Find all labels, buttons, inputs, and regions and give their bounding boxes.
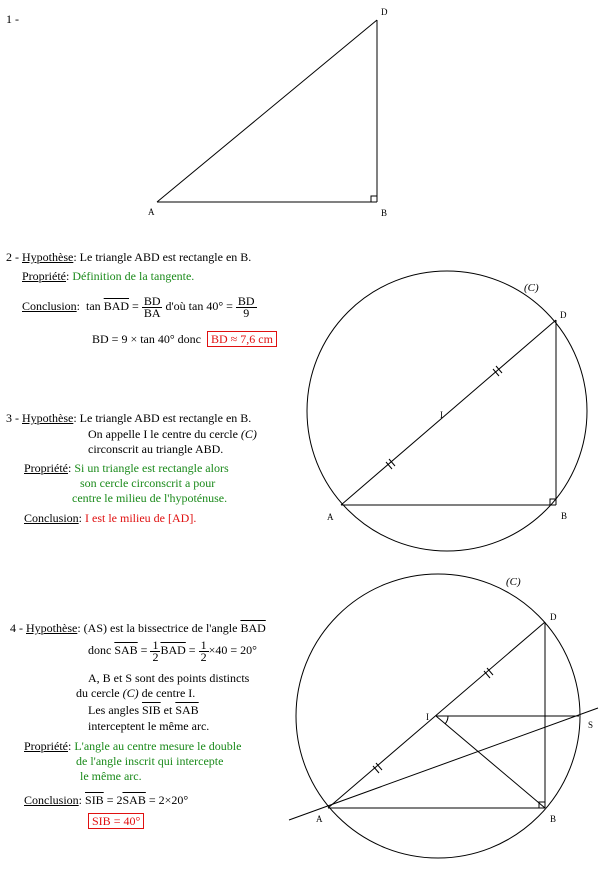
q4-l4b: (C) <box>122 686 139 700</box>
q4-result-sib: $\overline{SIB}$ <box>92 814 111 828</box>
q4-prop1: L'angle au centre mesure le double <box>74 739 242 753</box>
equal-mark-1 <box>373 763 382 773</box>
q4-half-1 <box>150 637 160 664</box>
q4-hyp-text: : (AS) est la bissectrice de l'angle <box>77 621 238 635</box>
q4-donc: donc <box>88 643 112 657</box>
fig3-label-a: A <box>316 814 323 824</box>
q3-hyp-label: Hypothèse <box>22 411 74 425</box>
q3-concl-label: Conclusion <box>24 511 79 525</box>
q4-property: Propriété: L'angle au centre mesure le double <box>24 739 242 753</box>
q4-angle-sab: $\overline{SAB}$ <box>114 643 138 657</box>
fig3-label-b: B <box>550 814 557 824</box>
q3-hypothesis <box>6 411 251 425</box>
fig1-label-d: D <box>381 7 388 17</box>
q4-half-2 <box>199 637 209 664</box>
q4-hyp-label: Hypothèse <box>26 621 78 635</box>
right-angle-mark <box>371 196 377 202</box>
fig3-label-s: S <box>588 720 594 730</box>
q3-prop3: centre le milieu de l'hypoténuse. <box>72 491 228 505</box>
figure-1-triangle <box>157 20 377 202</box>
segment-ad <box>341 320 556 505</box>
q3-line2a: On appelle I le centre du cercle <box>88 427 238 441</box>
figure-2-circle <box>307 271 587 551</box>
q2-hyp-label: Hypothèse <box>22 250 74 264</box>
angle-arc-sib <box>445 716 448 724</box>
q2-conclusion: Conclusion: $\tan \overline{BAD}$ = $\frac{BD}{BA}$ d'où tan 40° = $\frac{BD}{9}$ <box>22 293 255 320</box>
q4-line4 <box>76 686 195 700</box>
q2-result-box: BD ≈ 7,6 cm <box>207 331 277 347</box>
q4-half1-den: 2 <box>152 649 159 664</box>
q4-angle-bad: $\overline{BAD}$ <box>240 621 266 635</box>
q4-prop2: de l'angle inscrit qui intercepte <box>76 754 224 768</box>
line-as <box>289 708 598 820</box>
fig2-label-c: (C) <box>524 282 539 294</box>
q4-angle-sib: $\overline{SIB}$ <box>141 703 161 717</box>
q2-fraction-bd-ba <box>142 293 163 320</box>
q3-hyp-text: : Le triangle ABD est rectangle en B. <box>73 411 252 425</box>
q4-angle-bad-2: $\overline{BAD}$ <box>160 643 186 657</box>
q4-conclusion: Conclusion: $\overline{SIB} = 2\overline{SAB} = 2\times 20^\circ$ <box>24 793 189 807</box>
equal-mark-2 <box>484 668 493 678</box>
q3-line2b: (C) <box>240 427 257 441</box>
q3-prop2: son cercle circonscrit a pour <box>80 476 216 490</box>
q3-prop1: Si un triangle est rectangle alors <box>74 461 229 475</box>
q4-concl-eq2: = 2×20° <box>148 793 189 807</box>
q4-angle-sab-2: $\overline{SAB}$ <box>175 703 199 717</box>
q2-angle-bad: $\overline{BAD}$ <box>103 299 130 313</box>
fig2-label-a: A <box>327 512 334 522</box>
q3-line3: circonscrit au triangle ABD. <box>88 442 224 456</box>
q4-eq2: = <box>188 643 196 657</box>
fig3-label-d: D <box>550 612 557 622</box>
fig3-label-i: I <box>426 712 429 722</box>
q4-half1-num: 1 <box>152 637 159 652</box>
q4-prop3: le même arc. <box>80 769 142 783</box>
q2-dou: d'où <box>165 299 186 313</box>
q3-line2 <box>88 427 257 441</box>
segment-ad <box>157 20 377 202</box>
segment-ib <box>436 716 545 808</box>
q1-number: 1 - <box>6 12 19 26</box>
q2-concl-label: Conclusion <box>22 299 77 313</box>
q2-frac2-den: 9 <box>243 305 250 320</box>
q2-prop-label: Propriété <box>22 269 66 283</box>
q2-frac1-num: BD <box>143 293 161 308</box>
q4-line6: interceptent le même arc. <box>88 719 210 733</box>
q2-tan: tan <box>86 299 101 313</box>
q2-fraction-bd-9 <box>236 293 257 320</box>
q4-concl-sib: $\overline{SIB}$ <box>85 793 104 807</box>
q2-calc: BD = 9 × tan 40° donc <box>92 332 201 346</box>
q2-hypothesis <box>6 250 251 264</box>
q3-prop-label: Propriété <box>24 461 68 475</box>
q4-number: 4 - <box>10 621 23 635</box>
circle-c <box>307 271 587 551</box>
fig2-label-i: I <box>440 410 443 420</box>
q4-times40: ×40 = 20° <box>208 643 257 657</box>
q3-concl-text: I est le milieu de [AD]. <box>85 511 197 525</box>
q4-line3: A, B et S sont des points distincts <box>88 671 250 685</box>
q4-line5 <box>88 703 199 717</box>
fig2-label-b: B <box>561 511 568 521</box>
q4-concl-label: Conclusion <box>24 793 79 807</box>
q4-l4c: de centre I. <box>141 686 196 700</box>
q3-property: Propriété: Si un triangle est rectangle alors <box>24 461 229 475</box>
q4-hypothesis <box>10 621 266 635</box>
fig1-label-b: B <box>381 208 388 218</box>
q2-hyp-text: : Le triangle ABD est rectangle en B. <box>73 250 252 264</box>
q2-frac1-den: BA <box>143 305 161 320</box>
q2-property: Propriété: Définition de la tangente. <box>22 269 195 283</box>
q4-concl-eq: = 2 <box>106 793 123 807</box>
q4-half2-den: 2 <box>200 649 207 664</box>
q4-l5b: et <box>163 703 173 717</box>
q2-tan40: tan 40° = <box>188 299 233 313</box>
q3-conclusion: Conclusion: I est le milieu de [AD]. <box>24 511 197 525</box>
q2-prop-text: Définition de la tangente. <box>72 269 195 283</box>
q4-eq1: = <box>140 643 148 657</box>
q4-result-box <box>88 814 144 828</box>
equal-mark-1 <box>386 459 395 469</box>
q4-result-val: = 40° <box>113 814 141 828</box>
fig3-label-c: (C) <box>506 576 521 588</box>
q4-concl-sab: $\overline{SAB}$ <box>122 793 146 807</box>
q3-number: 3 - <box>6 411 19 425</box>
q4-l5a: Les angles <box>88 703 139 717</box>
fig1-label-a: A <box>148 207 155 217</box>
q4-half2-num: 1 <box>200 637 207 652</box>
q4-result <box>88 813 144 829</box>
q4-l4a: du cercle <box>76 686 120 700</box>
q2-calculation <box>92 332 277 346</box>
fig2-label-d: D <box>560 310 567 320</box>
q4-prop-label: Propriété <box>24 739 68 753</box>
q2-number: 2 - <box>6 250 19 264</box>
q2-frac2-num: BD <box>237 293 255 308</box>
q4-line2 <box>88 638 257 663</box>
